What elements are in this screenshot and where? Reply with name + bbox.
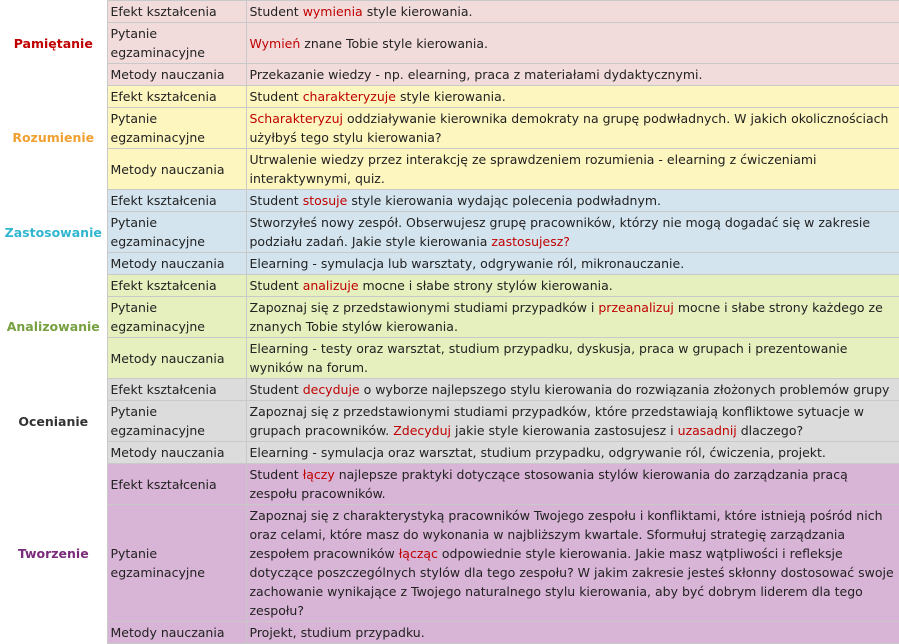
table-row — [0, 622, 899, 644]
row-kind: Efekt kształcenia — [107, 190, 246, 212]
row-kind: Efekt kształcenia — [107, 275, 246, 297]
level-label-understand: Rozumienie — [0, 86, 107, 190]
row-kind: Efekt kształcenia — [107, 464, 246, 505]
table-row — [0, 401, 899, 442]
table-row — [0, 338, 899, 379]
level-label-evaluate: Ocenianie — [0, 379, 107, 464]
row-content: Zapoznaj się z przedstawionymi studiami przypadków i przeanalizuj mocne i słabe strony każdego ze znanych Tobie stylów kierowania. — [246, 297, 899, 338]
level-label-create: Tworzenie — [0, 464, 107, 644]
row-kind: Metody nauczania — [107, 149, 246, 190]
row-content: Projekt, studium przypadku. — [246, 622, 899, 644]
table-row — [0, 64, 899, 86]
row-content: Scharakteryzuj oddziaływanie kierownika demokraty na grupę podwładnych. W jakich okolicznościach użyłbyś tego stylu kierowania? — [246, 108, 899, 149]
row-content: Zapoznaj się z charakterystyką pracowników Twojego zespołu i konfliktami, które istnieją pośród nich oraz celami, które masz do wykonania w najbliższym kwartale. Sformułuj strategię zarządzania zespołem pracowników łącząc odpowiednie style kierowania. Jakie masz wątpliwości i refleksje dotyczące poszczególnych stylów dla tego zespołu? W jakim zakresie jesteś skłonny dostosować swoje zachowanie wynikające z Twojego naturalnego stylu kierowania, aby być dobrym liderem dla tego zespołu? — [246, 505, 899, 622]
row-kind: Metody nauczania — [107, 442, 246, 464]
row-kind: Efekt kształcenia — [107, 379, 246, 401]
row-content: Elearning - symulacja lub warsztaty, odgrywanie ról, mikronauczanie. — [246, 253, 899, 275]
row-kind: Pytanie egzaminacyjne — [107, 108, 246, 149]
row-kind: Metody nauczania — [107, 338, 246, 379]
table-row — [0, 108, 899, 149]
row-content: Student charakteryzuje style kierowania. — [246, 86, 899, 108]
row-content: Student łączy najlepsze praktyki dotyczące stosowania stylów kierowania do zarządzania pracą zespołu pracowników. — [246, 464, 899, 505]
row-content: Student wymienia style kierowania. — [246, 1, 899, 23]
table-row — [0, 23, 899, 64]
row-content: Elearning - symulacja oraz warsztat, studium przypadku, odgrywanie ról, ćwiczenia, projekt. — [246, 442, 899, 464]
table-row — [0, 149, 899, 190]
row-content: Student decyduje o wyborze najlepszego stylu kierowania do rozwiązania złożonych problemów grupy — [246, 379, 899, 401]
row-kind: Metody nauczania — [107, 253, 246, 275]
row-content: Elearning - testy oraz warsztat, studium przypadku, dyskusja, praca w grupach i prezentowanie wyników na forum. — [246, 338, 899, 379]
row-kind: Metody nauczania — [107, 622, 246, 644]
table-row — [0, 253, 899, 275]
table-row — [0, 190, 899, 212]
level-label-analyze: Analizowanie — [0, 275, 107, 379]
row-kind: Pytanie egzaminacyjne — [107, 212, 246, 253]
row-kind: Metody nauczania — [107, 64, 246, 86]
row-kind: Pytanie egzaminacyjne — [107, 505, 246, 622]
table-row — [0, 212, 899, 253]
row-kind: Efekt kształcenia — [107, 1, 246, 23]
row-content: Student analizuje mocne i słabe strony stylów kierowania. — [246, 275, 899, 297]
table-row — [0, 1, 899, 23]
table-row — [0, 297, 899, 338]
row-content: Student stosuje style kierowania wydając polecenia podwładnym. — [246, 190, 899, 212]
row-kind: Pytanie egzaminacyjne — [107, 401, 246, 442]
row-kind: Efekt kształcenia — [107, 86, 246, 108]
table-row — [0, 442, 899, 464]
row-content: Przekazanie wiedzy - np. elearning, praca z materiałami dydaktycznymi. — [246, 64, 899, 86]
row-content: Zapoznaj się z przedstawionymi studiami przypadków, które przedstawiają konfliktowe sytuacje w grupach pracowników. Zdecyduj jakie style kierowania zastosujesz i uzasadnij dlaczego? — [246, 401, 899, 442]
row-content: Stworzyłeś nowy zespół. Obserwujesz grupę pracowników, którzy nie mogą dogadać się w zakresie podziału zadań. Jakie style kierowania zastosujesz? — [246, 212, 899, 253]
level-label-remember: Pamiętanie — [0, 1, 107, 86]
table-row — [0, 379, 899, 401]
table-row — [0, 505, 899, 622]
level-label-apply: Zastosowanie — [0, 190, 107, 275]
row-kind: Pytanie egzaminacyjne — [107, 297, 246, 338]
table-row — [0, 464, 899, 505]
table-row — [0, 275, 899, 297]
table-row — [0, 86, 899, 108]
row-kind: Pytanie egzaminacyjne — [107, 23, 246, 64]
row-content: Wymień znane Tobie style kierowania. — [246, 23, 899, 64]
row-content: Utrwalenie wiedzy przez interakcję ze sprawdzeniem rozumienia - elearning z ćwiczeniami interaktywnymi, quiz. — [246, 149, 899, 190]
